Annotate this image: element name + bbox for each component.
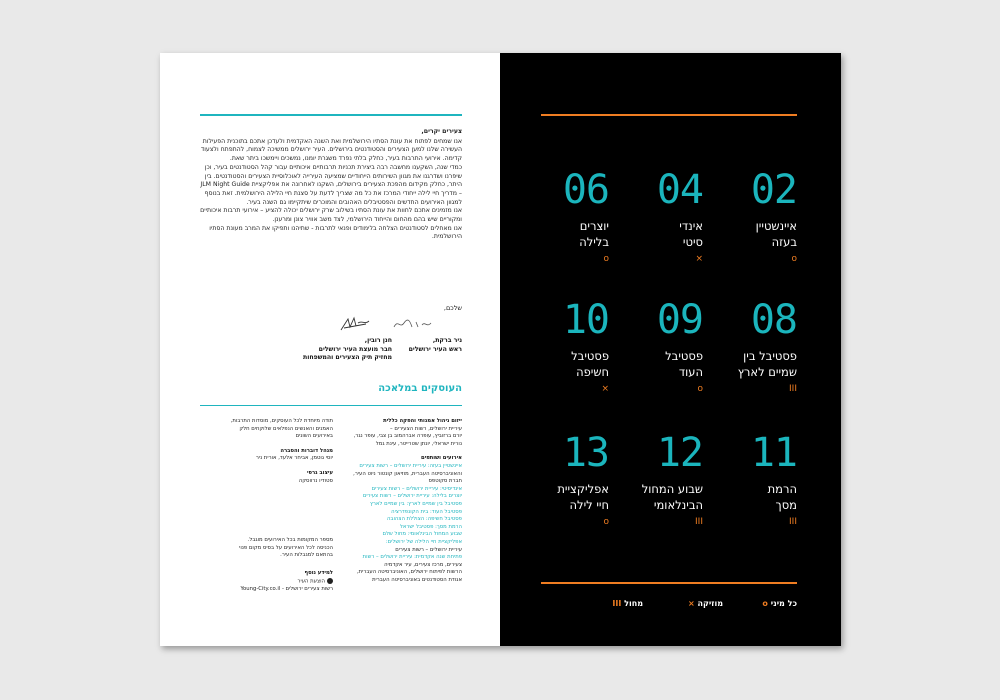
legend-marker: III <box>612 599 622 608</box>
credits-line: בהתאם למגבלות העיר. <box>280 552 333 559</box>
facebook-icon <box>327 578 333 584</box>
credits-line: צעירים, מרכז צעירים, עיר אקדמיה <box>384 561 462 568</box>
credits-line: פתיחת שנה אקדמית: עיריית ירושלים – רשות <box>362 554 462 561</box>
credits-line: עיריית ירושלים, רשות הצעירים – <box>390 425 462 432</box>
category-marker: × <box>601 384 609 394</box>
legend-label: מוזיקה <box>697 599 723 608</box>
event-tile <box>519 297 609 394</box>
signer-name: חנן רובין, <box>364 337 392 344</box>
letter-paragraph: אנו מזמינים אתכם לחוות את עונת הסתיו בשילוב שרק ירושלים יכולה להציע – אירועי תרבות איכותיים ומקוריים שיש בהם מהחום והייחוד הירושלמי, לצד משב אוויר צונן ומרענן. <box>200 207 462 224</box>
right-page <box>500 53 841 646</box>
credits-heading: מנהל דוברות והסברה <box>280 447 333 454</box>
credits-line: אגודת הסטודנטים באוניברסיטה העברית <box>372 576 462 583</box>
credits-line: רשות צעירים ירושלים - Young-City.co.il <box>240 585 333 592</box>
category-marker: III <box>789 517 797 527</box>
credits-line: יוסי גוטמן, אביחר אלעד, אורית ניר <box>255 455 333 462</box>
signer-block <box>409 337 462 354</box>
legend-marker: × <box>688 599 695 608</box>
event-number: 08 <box>750 297 797 343</box>
event-label: שבוע המחול <box>641 482 703 496</box>
legend-item <box>759 599 797 608</box>
event-label: מסך <box>775 498 797 512</box>
event-label: העוד <box>678 365 703 379</box>
event-tile <box>707 297 797 394</box>
credits-block <box>215 537 333 560</box>
letter-paragraph: אנו מאחלים לסטודנטים הצלחה בלימודים ופנאי לתרבות - שתיהנו ותפיקו את המרב מעונת הסתיו הירושלמית. <box>209 224 462 241</box>
signer-name: ניר ברקת, <box>432 337 462 344</box>
category-marker: III <box>695 517 703 527</box>
credits-block <box>330 455 462 584</box>
signer-title: ראש העיר ירושלים <box>408 345 462 353</box>
signature-image <box>392 317 434 331</box>
credits-title: העוסקים במלאכה <box>378 383 462 394</box>
legend-item <box>685 599 723 608</box>
top-divider <box>200 114 462 116</box>
credits-line: יוצרים בלילה: עיריית ירושלים – רשות צעירים <box>362 493 462 500</box>
credits-line: תודה מיוחדת לכל העוסקים, מוסדות התרבות, <box>230 418 333 424</box>
credits-line: האמנים והאנשים הנפלאים שלוקחים חלק <box>239 425 333 432</box>
credits-block <box>215 570 333 593</box>
credits-heading: אירועים ושותפים <box>420 455 462 462</box>
left-page <box>160 53 500 646</box>
signer-block <box>303 337 392 363</box>
event-number: 11 <box>750 430 797 476</box>
event-label: יוצרים <box>579 219 609 233</box>
event-label: בעזה <box>771 235 797 249</box>
credits-line: הכניסה לכל האירועים על בסיס מקום פנוי <box>239 544 333 551</box>
category-marker: × <box>695 254 703 264</box>
top-divider <box>541 114 797 116</box>
credits-column-left <box>215 418 333 600</box>
letter-paragraph: כמדי שנה, השקענו מחשבה רבה ביצירת תכניות תרבותיים איכותיים עבור קהל הסטודנטים בעיר, וכן שיפרנו ושדרגנו את מגוון השירותים הייחודיים שמציעה העירייה לאוכלוסיית הצעירים והסטודנטים. בין היתר, כחלק מקידום מהפכת הצעירים בירושלים, השקנו לאחרונה את אפליקציית JLM Night Guide – מדריך חיי לילה ייחודי המרכז את כל מה שצריך לדעת על סצנת חיי הלילה הירושלמית. זאת בנוסף למגוון האירועים החדשים והפסטיבלים האהובים והמוכרים שיתקיימו גם השנה בעיר. <box>200 163 462 206</box>
event-tile <box>519 430 609 527</box>
event-tile <box>519 167 609 264</box>
event-number: 02 <box>750 167 797 213</box>
credits-line: פסטיבל חשיפה: הצוללת הצהובה <box>386 516 462 523</box>
event-number: 12 <box>656 430 703 476</box>
event-tile <box>613 167 703 264</box>
signer-title: חבר מועצת העיר ירושלים <box>318 345 392 353</box>
credits-line: הרמת מסך: פסטיבל ישראל <box>399 523 462 530</box>
credits-block <box>215 418 333 441</box>
event-label: פסטיבל <box>571 349 609 363</box>
credits-heading: למידע נוסף <box>304 569 333 576</box>
credits-line: פסטיבל בין שמיים לארץ: בין שמיים לארץ <box>370 500 462 507</box>
credits-block <box>330 418 462 448</box>
credits-line: מספר המקומות בכל האירועים מוגבל. <box>247 537 333 544</box>
legend-label: מחול <box>624 599 643 608</box>
credits-block <box>215 448 333 463</box>
brochure-spread <box>160 53 841 646</box>
legend-marker: o <box>762 599 768 608</box>
signer-title: מחזיק תיק הצעירים והמשפחות <box>303 354 392 361</box>
event-label: אפליקציית <box>557 482 609 496</box>
event-tile <box>707 167 797 264</box>
credits-line: והאוניברסיטה העברית, מוזיאון קונטור ניוט העיר, <box>353 470 462 477</box>
credits-line: הוצעת העיר <box>297 578 325 585</box>
credits-divider <box>200 405 462 406</box>
credits-line: אינדיסיטי: עיריית ירושלים – רשות צעירים <box>371 485 462 492</box>
event-label: אינדי <box>679 219 703 233</box>
letter-greeting: צעירים יקרים, <box>421 128 462 135</box>
signature-image <box>338 315 372 333</box>
event-label: פסטיבל <box>665 349 703 363</box>
event-label: הבינלאומי <box>653 498 703 512</box>
credits-line: נורית ישראלי, יונתן שטרייטר, עינת גמל <box>375 440 462 447</box>
credits-line: אפליקציית חיי הלילה של ירושלים: <box>385 538 462 545</box>
credits-line: באירועים השונים <box>295 433 333 440</box>
credits-column-right <box>330 418 462 591</box>
event-label: חיי לילה <box>569 498 609 512</box>
event-number: 10 <box>562 297 609 343</box>
event-label: שמיים לארץ <box>737 365 797 379</box>
credits-line: סטודיו נרווסקה <box>298 477 333 484</box>
credits-line: פסטיבל העוד: בית הקונפדרציה <box>391 508 462 515</box>
event-label: חשיפה <box>576 365 609 379</box>
event-number: 13 <box>562 430 609 476</box>
event-number: 04 <box>656 167 703 213</box>
bottom-divider <box>541 582 797 584</box>
welcome-letter <box>200 128 462 242</box>
credits-line: איינשטיין בעזה: עיריית ירושלים – רשות צעירים <box>359 462 462 469</box>
event-number: 09 <box>656 297 703 343</box>
legend-item <box>609 599 643 608</box>
credits-line: יורם ברזוביץ, עופרה אברהמוב בן צבי, עופר נגר, <box>353 433 462 440</box>
credits-line: עיריית ירושלים – רשות צעירים <box>395 546 462 553</box>
credits-line: חברת סקוטפס <box>428 478 462 485</box>
letter-paragraph: אנו שמחים לפתוח את עונת הסתיו הירושלמית ואת השנה האקדמית ולעדכן אתכם בתוכנית הפעילות העשירה שלנו למען הצעירים והסטודנטים בירושלים. העיר ירושלים ממשיכה לצמוח, להתפתח ולצעוד קדימה. אירועי התרבות בעיר, כחלק בלתי נפרד משגרת יומנו, נמשכים ויימשכו ביתר שאת. <box>200 137 462 163</box>
credits-line: הרשות לפיתוח ירושלים, האוניברסיטה העברית, <box>356 569 462 576</box>
category-marker: o <box>603 517 609 527</box>
credits-heading: עיצוב גרפי <box>306 469 333 476</box>
event-tile <box>613 430 703 527</box>
event-number: 06 <box>562 167 609 213</box>
category-marker: o <box>603 254 609 264</box>
event-label: פסטיבל בין <box>743 349 797 363</box>
credits-heading: ייזום ניהול אמנותי והפקה כללית <box>383 418 462 424</box>
category-marker: III <box>789 384 797 394</box>
event-tile <box>707 430 797 527</box>
event-label: בלילה <box>579 235 609 249</box>
legend-label: כל מיני <box>770 599 797 608</box>
letter-signoff: שלכם, <box>443 304 462 312</box>
category-marker: o <box>697 384 703 394</box>
event-label: איינשטיין <box>755 219 797 233</box>
category-marker: o <box>791 254 797 264</box>
event-label: הרמת <box>767 482 797 496</box>
credits-line: שבוע המחול הבינלאומי: מחול שלם <box>382 531 462 538</box>
credits-block <box>215 470 333 485</box>
event-tile <box>613 297 703 394</box>
event-label: סיטי <box>682 235 703 249</box>
